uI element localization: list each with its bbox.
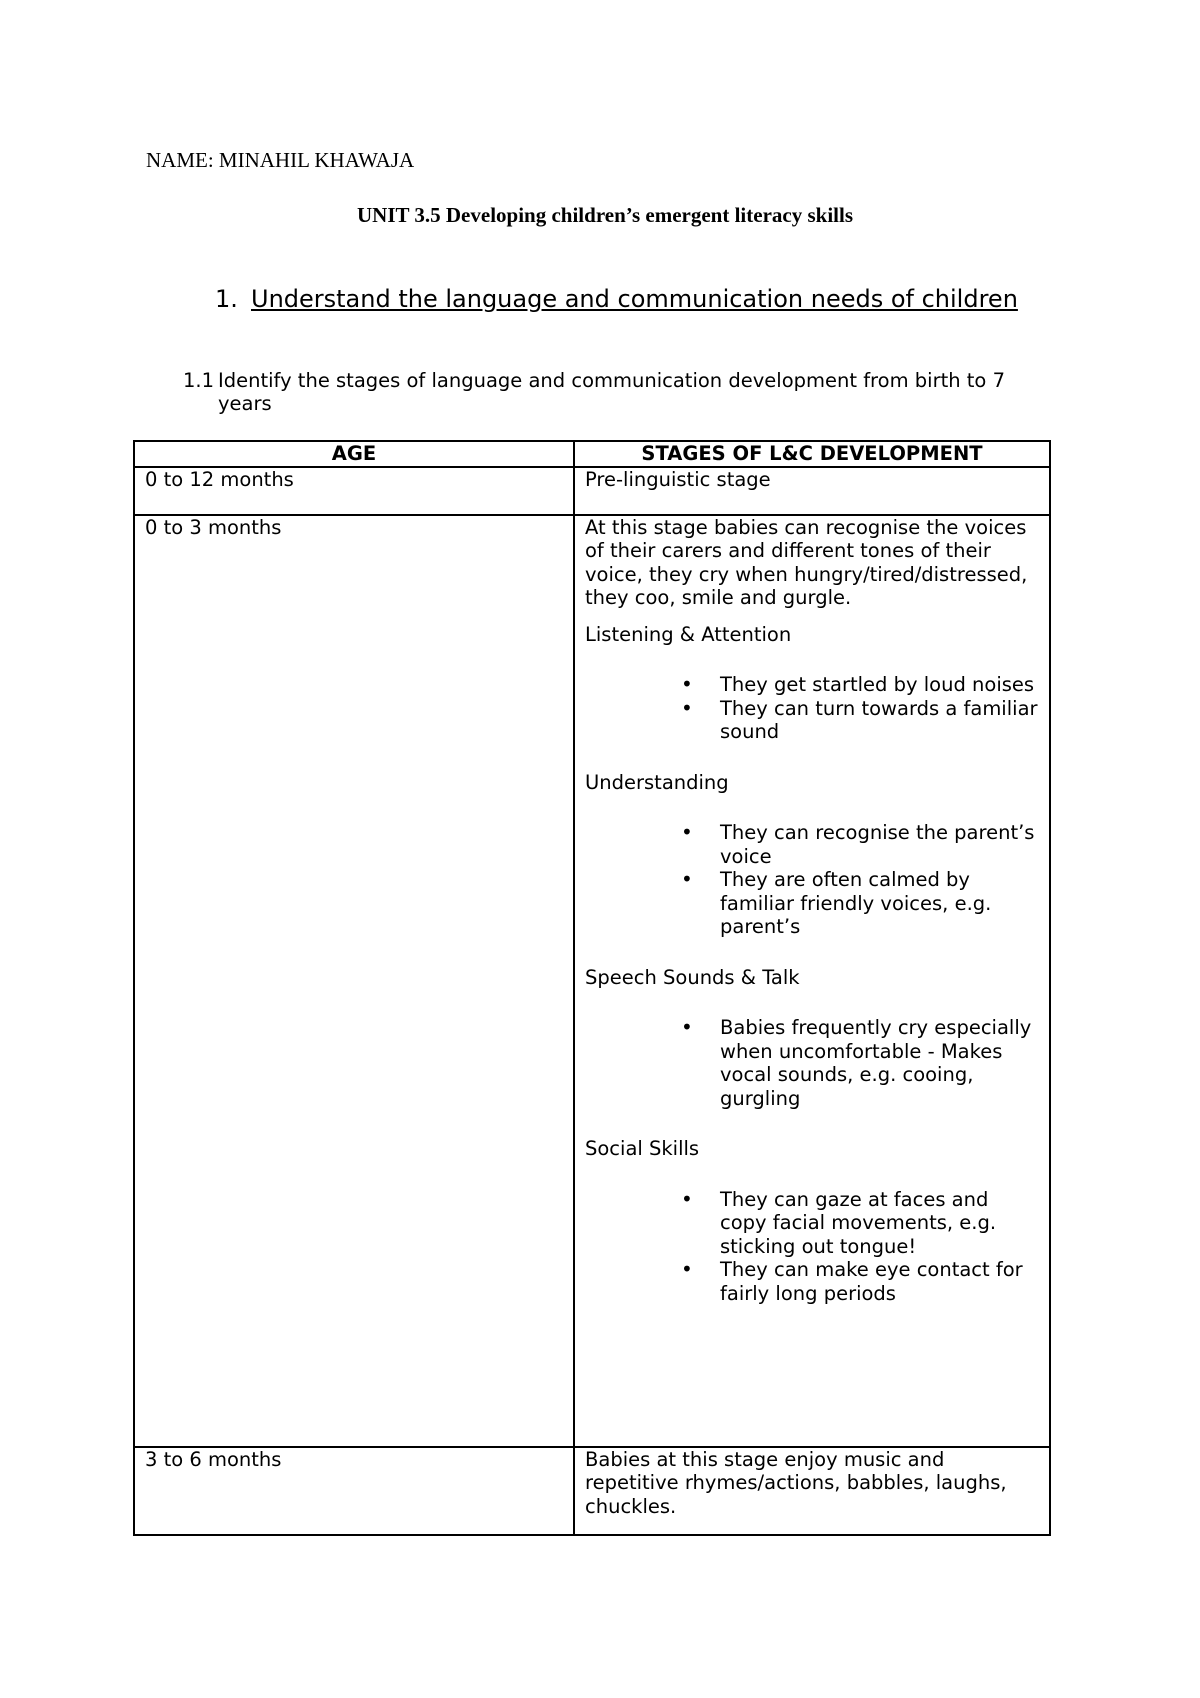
subheading-understanding: Understanding — [585, 770, 729, 794]
section-title: Understand the language and communication needs of children — [251, 285, 1018, 313]
unit-title — [0, 203, 1200, 228]
stages-table — [133, 440, 1051, 1536]
table-row — [134, 467, 1050, 515]
subheading-speech: Speech Sounds & Talk — [585, 965, 800, 989]
list-item: • Babies frequently cry especially when uncomfortable - Makes vocal sounds, e.g. cooing, gurgling — [585, 1016, 1039, 1110]
bullet-list-speech — [585, 1016, 1039, 1110]
age-cell: 3 to 6 months — [134, 1447, 574, 1535]
section-number: 1. — [215, 285, 238, 313]
question-text-continued: years — [218, 392, 272, 415]
table-header-row — [134, 441, 1050, 467]
student-name: NAME: MINAHIL KHAWAJA — [146, 148, 415, 172]
list-item: • They are often calmed by familiar friendly voices, e.g. parent’s — [585, 868, 1039, 939]
table-row — [134, 515, 1050, 1447]
question — [183, 369, 1063, 415]
table-row — [134, 1447, 1050, 1535]
header-stages: STAGES OF L&C DEVELOPMENT — [574, 441, 1050, 467]
subheading-social: Social Skills — [585, 1137, 700, 1160]
list-item: • They can make eye contact for fairly long periods — [585, 1258, 1039, 1305]
question-text: Identify the stages of language and communication development from birth to 7 — [218, 369, 1005, 392]
stage-cell — [574, 515, 1050, 1447]
stage-cell: Babies at this stage enjoy music and repetitive rhymes/actions, babbles, laughs, chuckles. — [574, 1447, 1050, 1535]
question-number: 1.1 — [183, 369, 215, 392]
bullet-list-listening — [585, 673, 1039, 744]
age-cell: 0 to 12 months — [134, 467, 574, 515]
stage-cell: Pre-linguistic stage — [574, 467, 1050, 515]
age-cell: 0 to 3 months — [134, 515, 574, 1447]
bullet-list-social — [585, 1188, 1039, 1306]
list-item: • They can turn towards a familiar sound — [585, 697, 1039, 744]
list-item: • They can gaze at faces and copy facial movements, e.g. sticking out tongue! — [585, 1188, 1039, 1259]
list-item: • They can recognise the parent’s voice — [585, 821, 1039, 868]
unit-title-text: UNIT 3.5 Developing children’s emergent literacy skills — [357, 203, 853, 227]
header-age: AGE — [134, 441, 574, 467]
list-item: • They get startled by loud noises — [585, 673, 1039, 697]
bullet-list-understanding — [585, 821, 1039, 939]
subheading-listening: Listening & Attention — [585, 622, 792, 646]
section-heading — [215, 285, 1018, 313]
stage-intro: At this stage babies can recognise the voices of their carers and different tones of their voice, they cry when hungry/tired/distressed, they coo, smile and gurgle. — [585, 515, 1028, 609]
